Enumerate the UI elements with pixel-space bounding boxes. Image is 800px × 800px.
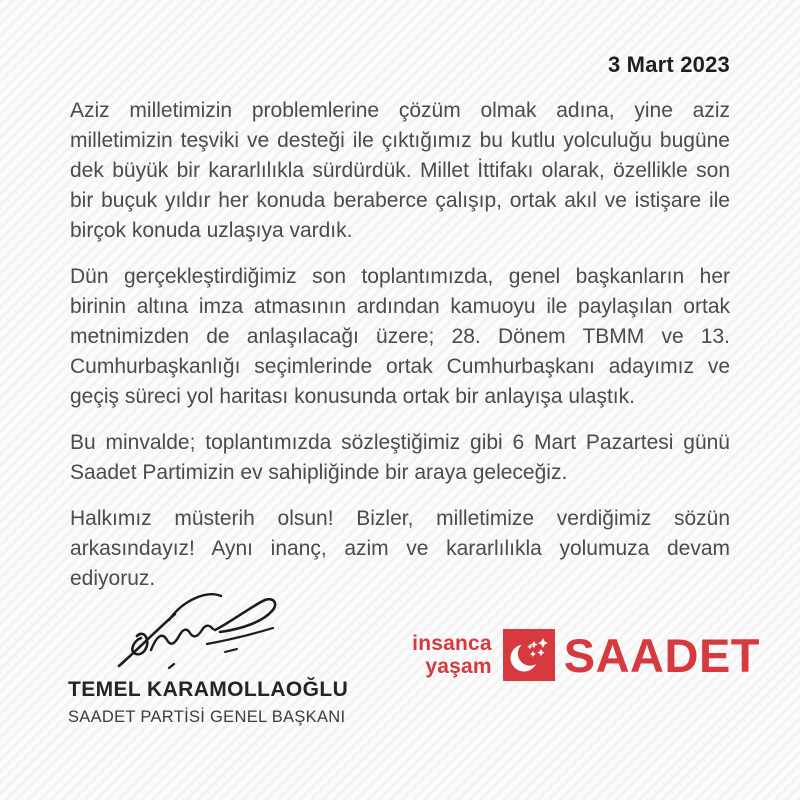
party-logo bbox=[412, 629, 760, 681]
handwritten-signature bbox=[107, 578, 297, 676]
signatory-name: TEMEL KARAMOLLAOĞLU bbox=[68, 678, 349, 701]
logo-slogan-line1: insanca bbox=[412, 632, 492, 655]
signatory-title: SAADET PARTİSİ GENEL BAŞKANI bbox=[68, 708, 346, 726]
statement-paragraph: Halkımız müsterih olsun! Bizler, milletimize verdiğimiz sözün arkasındayız! Aynı inanç, azim ve kararlılıkla yolumuza devam ediyoruz. bbox=[70, 507, 730, 590]
signature-block bbox=[68, 578, 349, 727]
logo-slogan-line2: yaşam bbox=[425, 655, 492, 678]
logo-brand-text: SAADET bbox=[563, 628, 760, 682]
crescent-and-stars-icon bbox=[503, 629, 555, 681]
statement-paragraph: Bu minvalde; toplantımızda sözleştiğimiz gibi 6 Mart Pazartesi günü Saadet Partimizin ev sahipliğinde bir araya geleceğiz. bbox=[70, 431, 730, 484]
statement-paragraph: Aziz milletimizin problemlerine çözüm olmak adına, yine aziz milletimizin teşviki ve desteği ile çıktığımız bu kutlu yolculuğu bugüne dek büyük bir kararlılıkla sürdürdük. Millet İttifakı olarak, özellikle son bir buçuk yıldır her konuda beraberce çalışıp, ortak akıl ve istişare ile birçok konuda uzlaşıya vardık. bbox=[70, 99, 730, 242]
statement-date: 3 Mart 2023 bbox=[607, 52, 730, 77]
logo-slogan bbox=[412, 632, 492, 678]
statement-paragraph: Dün gerçekleştirdiğimiz son toplantımızda, genel başkanların her birinin altına imza atmasının ardından kamuoyu ile paylaşılan ortak metnimizden de anlaşılacağı üzere; 28. Dönem TBMM ve 13. Cumhurbaşkanlığı seçimlerinde ortak Cumhurbaşkanı adayımız ve geçiş süreci yol haritası konusunda ortak bir anlayışa ulaştık. bbox=[70, 265, 730, 408]
statement-body bbox=[70, 96, 730, 610]
